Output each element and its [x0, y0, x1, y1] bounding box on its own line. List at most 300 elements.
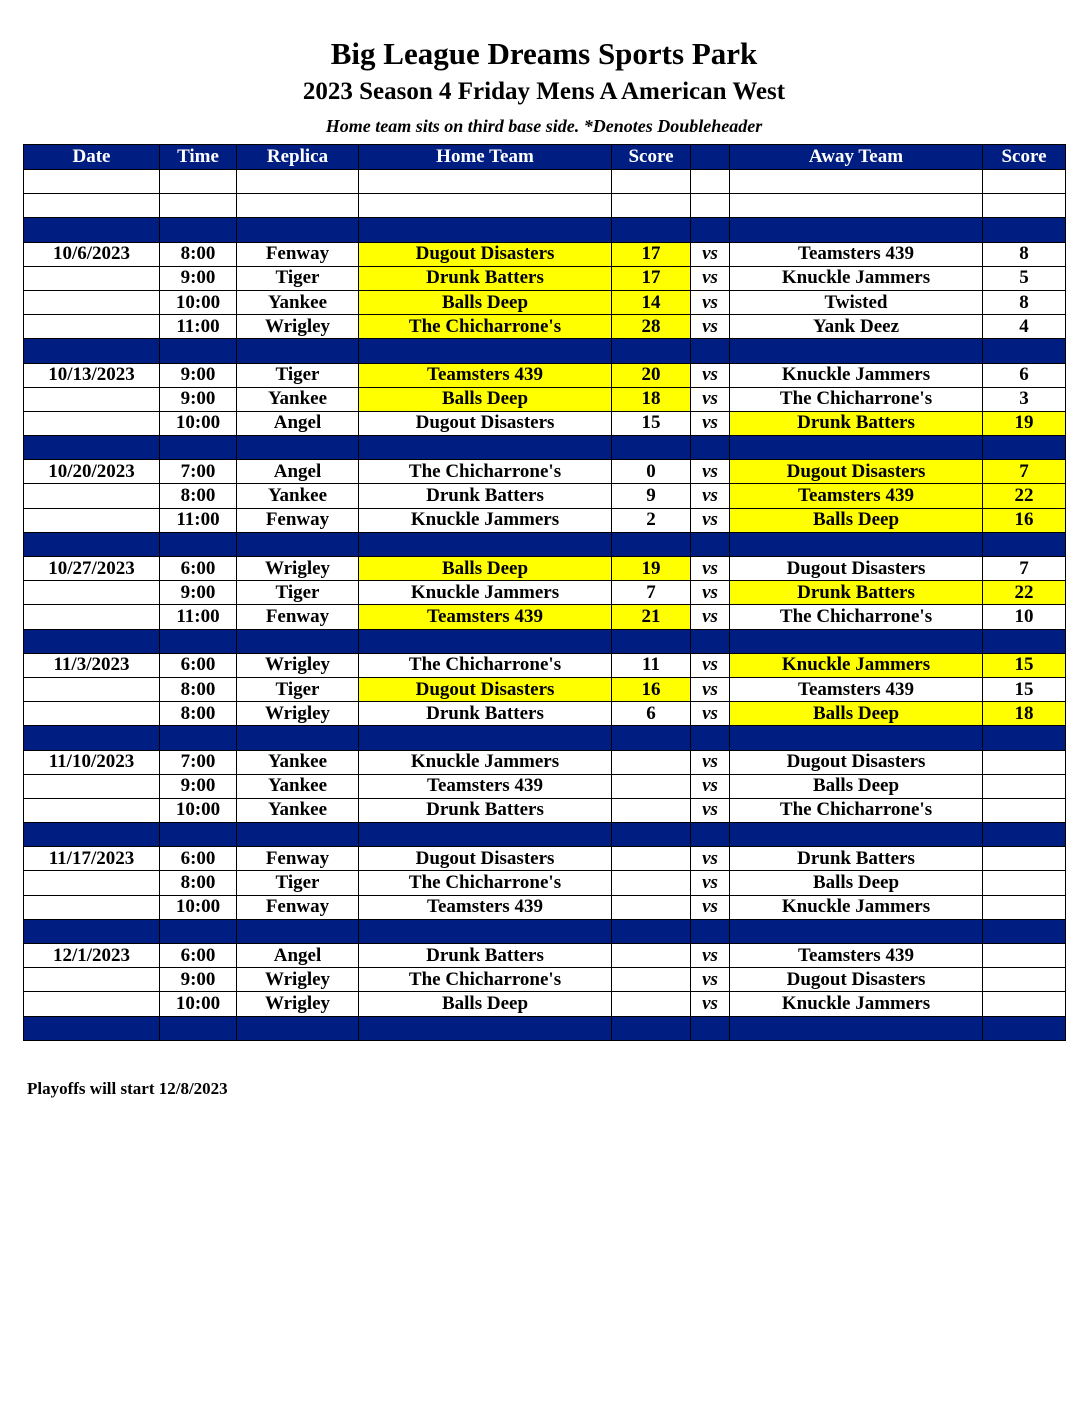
cell-time: 9:00	[160, 363, 237, 387]
cell-home-score	[612, 968, 691, 992]
cell-vs	[691, 218, 730, 242]
cell-away-team: Drunk Batters	[730, 847, 983, 871]
cell-vs: vs	[691, 750, 730, 774]
cell-away-team: Twisted	[730, 290, 983, 314]
cell-vs	[691, 919, 730, 943]
cell-away-score	[983, 895, 1066, 919]
schedule-body	[24, 170, 1066, 1041]
cell-vs: vs	[691, 581, 730, 605]
cell-home-score	[612, 774, 691, 798]
cell-home-score: 15	[612, 411, 691, 435]
cell-home-team: Knuckle Jammers	[359, 750, 612, 774]
cell-away-score	[983, 750, 1066, 774]
table-row	[24, 992, 1066, 1016]
cell-home-score	[612, 847, 691, 871]
cell-home-team: Teamsters 439	[359, 363, 612, 387]
cell-vs: vs	[691, 702, 730, 726]
cell-vs	[691, 436, 730, 460]
cell-date: 11/17/2023	[24, 847, 160, 871]
table-row	[24, 944, 1066, 968]
cell-away-score	[983, 774, 1066, 798]
cell-away-score	[983, 823, 1066, 847]
separator-row	[24, 1016, 1066, 1040]
table-row	[24, 315, 1066, 339]
cell-replica: Tiger	[237, 363, 359, 387]
cell-home-team	[359, 194, 612, 218]
cell-home-team: Drunk Batters	[359, 798, 612, 822]
cell-away-score	[983, 436, 1066, 460]
cell-away-team: Teamsters 439	[730, 484, 983, 508]
cell-date	[24, 290, 160, 314]
cell-vs: vs	[691, 798, 730, 822]
cell-home-score: 17	[612, 242, 691, 266]
cell-away-score	[983, 532, 1066, 556]
cell-vs: vs	[691, 266, 730, 290]
cell-home-team	[359, 823, 612, 847]
schedule-note: Home team sits on third base side. *Denotes Doubleheader	[325, 116, 763, 136]
cell-date	[24, 581, 160, 605]
cell-home-score	[612, 726, 691, 750]
cell-vs: vs	[691, 605, 730, 629]
cell-away-team: Knuckle Jammers	[730, 992, 983, 1016]
cell-vs: vs	[691, 363, 730, 387]
cell-home-score	[612, 1016, 691, 1040]
separator-row	[24, 919, 1066, 943]
separator-row	[24, 726, 1066, 750]
cell-away-score	[983, 944, 1066, 968]
cell-vs: vs	[691, 944, 730, 968]
cell-away-team	[730, 339, 983, 363]
cell-replica	[237, 726, 359, 750]
cell-time: 11:00	[160, 605, 237, 629]
cell-replica: Fenway	[237, 605, 359, 629]
cell-home-team: Balls Deep	[359, 992, 612, 1016]
cell-away-score	[983, 871, 1066, 895]
cell-time: 7:00	[160, 460, 237, 484]
cell-home-score: 7	[612, 581, 691, 605]
cell-date	[24, 992, 160, 1016]
cell-away-team: Dugout Disasters	[730, 460, 983, 484]
cell-vs	[691, 339, 730, 363]
cell-home-team: Dugout Disasters	[359, 847, 612, 871]
cell-away-score: 3	[983, 387, 1066, 411]
cell-away-team: Teamsters 439	[730, 944, 983, 968]
cell-home-score	[612, 798, 691, 822]
cell-time	[160, 218, 237, 242]
cell-away-score	[983, 847, 1066, 871]
cell-time: 9:00	[160, 581, 237, 605]
cell-home-score	[612, 895, 691, 919]
cell-home-team	[359, 170, 612, 194]
table-row	[24, 750, 1066, 774]
table-row	[24, 411, 1066, 435]
cell-date	[24, 484, 160, 508]
cell-home-team: Drunk Batters	[359, 702, 612, 726]
cell-away-team: Yank Deez	[730, 315, 983, 339]
cell-date: 12/1/2023	[24, 944, 160, 968]
cell-vs: vs	[691, 992, 730, 1016]
cell-replica: Yankee	[237, 750, 359, 774]
cell-home-score	[612, 339, 691, 363]
cell-replica	[237, 823, 359, 847]
cell-away-team: The Chicharrone's	[730, 605, 983, 629]
cell-away-score: 18	[983, 702, 1066, 726]
cell-replica: Wrigley	[237, 557, 359, 581]
cell-home-score: 14	[612, 290, 691, 314]
cell-replica: Yankee	[237, 387, 359, 411]
cell-away-team: Teamsters 439	[730, 677, 983, 701]
cell-date: 10/13/2023	[24, 363, 160, 387]
cell-date: 10/27/2023	[24, 557, 160, 581]
table-row	[24, 508, 1066, 532]
cell-away-team: The Chicharrone's	[730, 387, 983, 411]
cell-away-team: Teamsters 439	[730, 242, 983, 266]
cell-away-team: The Chicharrone's	[730, 798, 983, 822]
cell-date	[24, 1016, 160, 1040]
cell-away-score: 7	[983, 557, 1066, 581]
cell-home-score: 28	[612, 315, 691, 339]
cell-date	[24, 218, 160, 242]
separator-row	[24, 339, 1066, 363]
cell-away-score: 15	[983, 653, 1066, 677]
cell-away-team: Balls Deep	[730, 508, 983, 532]
cell-away-team	[730, 170, 983, 194]
cell-away-score	[983, 218, 1066, 242]
cell-date	[24, 774, 160, 798]
cell-home-team	[359, 436, 612, 460]
table-row	[24, 605, 1066, 629]
cell-time	[160, 170, 237, 194]
cell-date	[24, 919, 160, 943]
cell-away-score: 22	[983, 484, 1066, 508]
separator-row	[24, 218, 1066, 242]
cell-home-score	[612, 629, 691, 653]
cell-away-team	[730, 629, 983, 653]
cell-away-team	[730, 1016, 983, 1040]
cell-time	[160, 339, 237, 363]
cell-date	[24, 170, 160, 194]
cell-away-team	[730, 919, 983, 943]
cell-home-score	[612, 436, 691, 460]
cell-away-score: 8	[983, 242, 1066, 266]
cell-vs: vs	[691, 871, 730, 895]
cell-time: 8:00	[160, 702, 237, 726]
cell-time: 9:00	[160, 266, 237, 290]
cell-away-score	[983, 629, 1066, 653]
cell-away-team: Knuckle Jammers	[730, 653, 983, 677]
cell-date	[24, 605, 160, 629]
cell-time: 9:00	[160, 968, 237, 992]
table-row	[24, 484, 1066, 508]
cell-time	[160, 436, 237, 460]
cell-time: 10:00	[160, 895, 237, 919]
cell-home-team: The Chicharrone's	[359, 871, 612, 895]
cell-home-score	[612, 944, 691, 968]
cell-away-score	[983, 1016, 1066, 1040]
cell-replica	[237, 194, 359, 218]
cell-away-score: 22	[983, 581, 1066, 605]
table-row	[24, 290, 1066, 314]
cell-away-score	[983, 170, 1066, 194]
cell-date	[24, 387, 160, 411]
cell-home-team: Teamsters 439	[359, 605, 612, 629]
blank-row	[24, 170, 1066, 194]
table-row	[24, 895, 1066, 919]
cell-date	[24, 968, 160, 992]
cell-time	[160, 919, 237, 943]
cell-home-score	[612, 992, 691, 1016]
cell-home-team: Drunk Batters	[359, 484, 612, 508]
cell-home-team: Knuckle Jammers	[359, 508, 612, 532]
cell-home-score	[612, 194, 691, 218]
cell-home-score	[612, 170, 691, 194]
cell-away-team: Knuckle Jammers	[730, 363, 983, 387]
cell-time: 6:00	[160, 847, 237, 871]
cell-time: 8:00	[160, 677, 237, 701]
cell-vs	[691, 170, 730, 194]
cell-replica	[237, 218, 359, 242]
cell-time: 9:00	[160, 774, 237, 798]
col-header-away-score: Score	[983, 145, 1066, 170]
cell-vs	[691, 823, 730, 847]
cell-replica: Fenway	[237, 508, 359, 532]
cell-away-score: 5	[983, 266, 1066, 290]
table-row	[24, 847, 1066, 871]
cell-replica: Wrigley	[237, 992, 359, 1016]
cell-away-team	[730, 726, 983, 750]
cell-vs	[691, 726, 730, 750]
table-row	[24, 653, 1066, 677]
cell-away-team	[730, 823, 983, 847]
cell-time	[160, 823, 237, 847]
cell-home-team: The Chicharrone's	[359, 460, 612, 484]
cell-date: 11/3/2023	[24, 653, 160, 677]
cell-away-score	[983, 919, 1066, 943]
cell-away-team	[730, 436, 983, 460]
cell-home-team	[359, 532, 612, 556]
table-row	[24, 968, 1066, 992]
cell-home-score: 21	[612, 605, 691, 629]
cell-replica: Tiger	[237, 871, 359, 895]
cell-replica	[237, 532, 359, 556]
cell-replica	[237, 1016, 359, 1040]
cell-time: 8:00	[160, 242, 237, 266]
cell-home-score	[612, 218, 691, 242]
table-row	[24, 460, 1066, 484]
table-header-row	[24, 145, 1066, 170]
cell-home-team: Balls Deep	[359, 387, 612, 411]
cell-replica: Fenway	[237, 847, 359, 871]
cell-vs: vs	[691, 460, 730, 484]
cell-replica	[237, 629, 359, 653]
col-header-home-score: Score	[612, 145, 691, 170]
cell-date: 10/6/2023	[24, 242, 160, 266]
cell-time: 7:00	[160, 750, 237, 774]
cell-away-team	[730, 218, 983, 242]
table-row	[24, 363, 1066, 387]
cell-home-score: 17	[612, 266, 691, 290]
cell-home-team: Dugout Disasters	[359, 411, 612, 435]
cell-replica: Wrigley	[237, 315, 359, 339]
cell-home-team	[359, 218, 612, 242]
cell-date	[24, 677, 160, 701]
cell-home-team	[359, 629, 612, 653]
cell-date	[24, 508, 160, 532]
separator-row	[24, 436, 1066, 460]
cell-away-score: 7	[983, 460, 1066, 484]
cell-home-score: 20	[612, 363, 691, 387]
cell-date	[24, 411, 160, 435]
cell-date	[24, 436, 160, 460]
cell-time: 9:00	[160, 387, 237, 411]
table-row	[24, 677, 1066, 701]
cell-home-score	[612, 532, 691, 556]
cell-vs: vs	[691, 315, 730, 339]
cell-home-score: 2	[612, 508, 691, 532]
cell-away-team: Dugout Disasters	[730, 557, 983, 581]
cell-replica: Angel	[237, 411, 359, 435]
cell-away-score: 10	[983, 605, 1066, 629]
cell-away-team: Drunk Batters	[730, 581, 983, 605]
cell-replica: Yankee	[237, 290, 359, 314]
separator-row	[24, 823, 1066, 847]
cell-time	[160, 629, 237, 653]
cell-home-score	[612, 919, 691, 943]
cell-home-team	[359, 339, 612, 363]
cell-home-team: Dugout Disasters	[359, 242, 612, 266]
page-title: Big League Dreams Sports Park	[330, 36, 758, 71]
cell-home-team: Teamsters 439	[359, 895, 612, 919]
cell-date	[24, 726, 160, 750]
cell-vs: vs	[691, 508, 730, 532]
cell-date	[24, 702, 160, 726]
table-row	[24, 702, 1066, 726]
cell-vs: vs	[691, 557, 730, 581]
separator-row	[24, 629, 1066, 653]
cell-vs: vs	[691, 242, 730, 266]
cell-away-score	[983, 339, 1066, 363]
cell-home-team	[359, 1016, 612, 1040]
cell-vs: vs	[691, 387, 730, 411]
cell-away-score: 6	[983, 363, 1066, 387]
cell-replica: Angel	[237, 460, 359, 484]
cell-vs: vs	[691, 774, 730, 798]
cell-time	[160, 1016, 237, 1040]
cell-away-score	[983, 798, 1066, 822]
schedule-table	[23, 144, 1066, 1041]
cell-date	[24, 194, 160, 218]
cell-vs	[691, 194, 730, 218]
col-header-replica: Replica	[237, 145, 359, 170]
cell-away-score	[983, 968, 1066, 992]
cell-away-score: 19	[983, 411, 1066, 435]
cell-time	[160, 726, 237, 750]
cell-replica: Tiger	[237, 266, 359, 290]
cell-home-team: Knuckle Jammers	[359, 581, 612, 605]
cell-away-score	[983, 194, 1066, 218]
cell-date	[24, 339, 160, 363]
cell-away-score: 8	[983, 290, 1066, 314]
cell-home-score: 16	[612, 677, 691, 701]
cell-home-team	[359, 726, 612, 750]
cell-home-team: The Chicharrone's	[359, 968, 612, 992]
cell-away-team	[730, 194, 983, 218]
cell-replica	[237, 339, 359, 363]
cell-time: 11:00	[160, 315, 237, 339]
cell-vs	[691, 629, 730, 653]
playoffs-note: Playoffs will start 12/8/2023	[27, 1079, 228, 1098]
cell-time: 6:00	[160, 944, 237, 968]
cell-away-score	[983, 726, 1066, 750]
table-row	[24, 581, 1066, 605]
cell-away-score	[983, 992, 1066, 1016]
cell-away-score: 4	[983, 315, 1066, 339]
cell-home-team	[359, 919, 612, 943]
cell-date	[24, 798, 160, 822]
cell-away-team: Dugout Disasters	[730, 750, 983, 774]
cell-time: 11:00	[160, 508, 237, 532]
cell-home-team: Drunk Batters	[359, 266, 612, 290]
cell-date	[24, 823, 160, 847]
cell-away-team: Balls Deep	[730, 871, 983, 895]
cell-replica: Fenway	[237, 895, 359, 919]
cell-home-team: The Chicharrone's	[359, 315, 612, 339]
cell-replica: Yankee	[237, 798, 359, 822]
cell-time: 6:00	[160, 653, 237, 677]
table-row	[24, 798, 1066, 822]
cell-replica: Angel	[237, 944, 359, 968]
cell-vs: vs	[691, 968, 730, 992]
cell-replica: Tiger	[237, 677, 359, 701]
cell-home-score: 18	[612, 387, 691, 411]
table-row	[24, 242, 1066, 266]
col-header-away-team: Away Team	[730, 145, 983, 170]
cell-vs: vs	[691, 411, 730, 435]
cell-away-team: Knuckle Jammers	[730, 266, 983, 290]
cell-replica	[237, 170, 359, 194]
cell-time: 10:00	[160, 411, 237, 435]
cell-replica: Tiger	[237, 581, 359, 605]
cell-date	[24, 871, 160, 895]
col-header-date: Date	[24, 145, 160, 170]
cell-away-team: Balls Deep	[730, 702, 983, 726]
cell-home-team: Teamsters 439	[359, 774, 612, 798]
table-row	[24, 266, 1066, 290]
cell-vs: vs	[691, 677, 730, 701]
cell-away-team: Drunk Batters	[730, 411, 983, 435]
cell-home-score: 9	[612, 484, 691, 508]
cell-away-team: Balls Deep	[730, 774, 983, 798]
cell-date	[24, 629, 160, 653]
cell-home-team: Drunk Batters	[359, 944, 612, 968]
cell-vs: vs	[691, 847, 730, 871]
cell-home-score: 11	[612, 653, 691, 677]
cell-home-score	[612, 871, 691, 895]
cell-time: 10:00	[160, 290, 237, 314]
cell-vs: vs	[691, 290, 730, 314]
schedule-subtitle: 2023 Season 4 Friday Mens A American West	[302, 78, 786, 105]
cell-date	[24, 895, 160, 919]
cell-date	[24, 532, 160, 556]
cell-away-score: 15	[983, 677, 1066, 701]
col-header-home-team: Home Team	[359, 145, 612, 170]
table-row	[24, 557, 1066, 581]
cell-replica: Yankee	[237, 484, 359, 508]
cell-replica: Wrigley	[237, 702, 359, 726]
cell-home-team: Balls Deep	[359, 290, 612, 314]
cell-time: 10:00	[160, 798, 237, 822]
cell-away-score: 16	[983, 508, 1066, 532]
